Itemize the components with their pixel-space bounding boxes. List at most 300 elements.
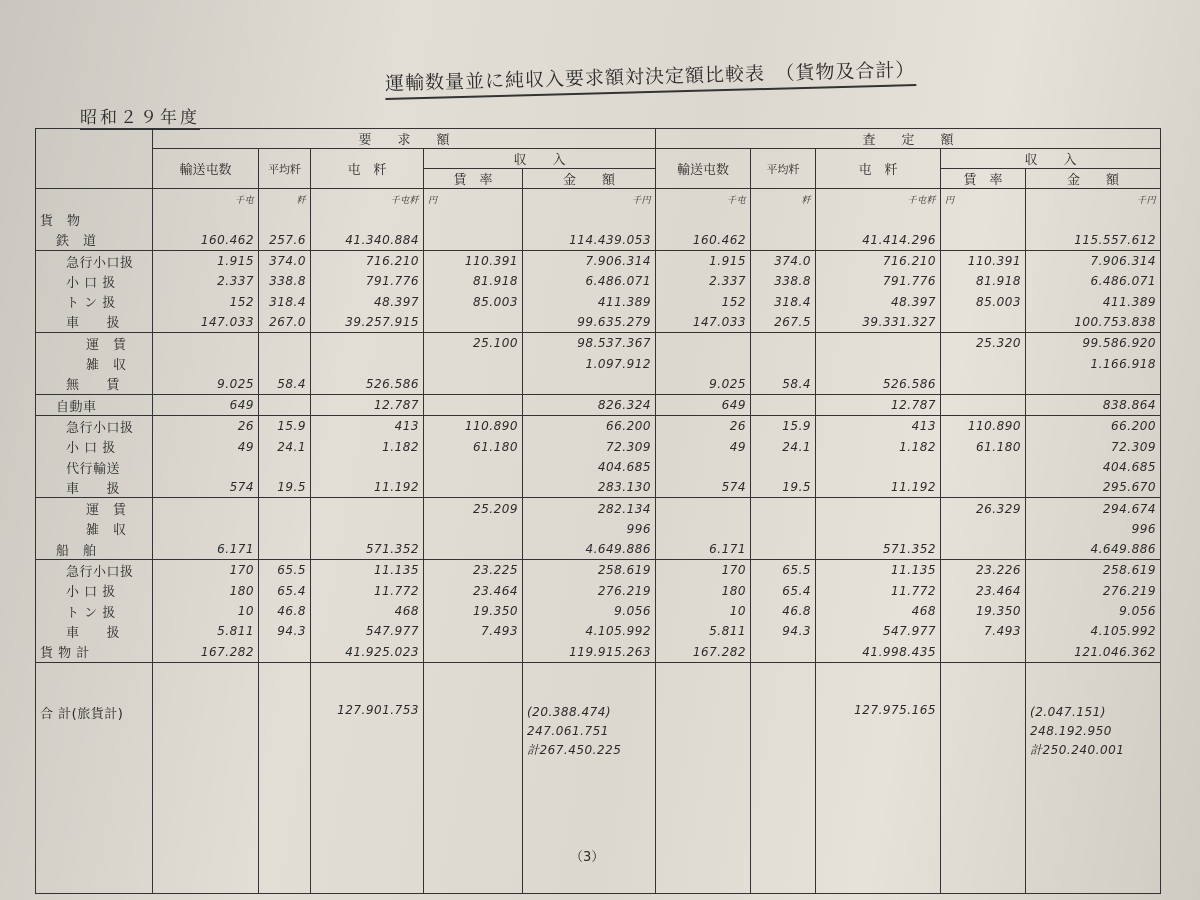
assessed-header: 査 定 額 [656,129,1161,149]
ass-tons-cell: 26 [656,416,751,437]
unit-amount: 千円 [523,189,656,210]
row-label: 小 口 扱 [36,437,153,457]
req-avg-km-cell [259,457,311,477]
comparison-table [35,128,1161,894]
req-tons-cell: 152 [153,291,259,311]
unit-km: 粁 [259,189,311,210]
table-row [36,519,1161,539]
req-tons-cell: 574 [153,477,259,498]
avg-km-header: 平均粁 [259,149,311,189]
req-rate-cell: 7.493 [424,621,523,641]
ass-rate-cell: 110.391 [941,250,1026,271]
table-row [36,601,1161,621]
req-ton-km-cell: 547.977 [311,621,424,641]
ass-rate-cell: 25.320 [941,333,1026,354]
unit-cell [36,189,153,210]
ass-avg-km-cell [751,209,816,229]
req-avg-km-cell: 24.1 [259,437,311,457]
cell [751,662,816,893]
row-label: 車 扱 [36,621,153,641]
ass-avg-km-cell [751,642,816,663]
req-amount-cell: 7.906.314 [523,250,656,271]
row-label: 雑 収 [36,519,153,539]
ass-ton-km-cell [816,519,941,539]
req-tons-cell [153,498,259,519]
table-row [36,291,1161,311]
fiscal-year: 昭和２９年度 [80,103,200,130]
req-tons-cell: 49 [153,437,259,457]
row-label: 鉄 道 [36,230,153,251]
ass-amount-cell [1026,209,1161,229]
req-amount-cell: 1.097.912 [523,353,656,373]
ass-amount-cell: 72.309 [1026,437,1161,457]
ass-avg-km-cell [751,457,816,477]
ass-rate-cell: 26.329 [941,498,1026,519]
req-rate-cell [424,230,523,251]
ass-avg-km-cell [751,519,816,539]
req-amount-freight: 247.061.751 [527,723,609,738]
req-tons-cell [153,519,259,539]
ass-tons-cell: 167.282 [656,642,751,663]
table-row [36,394,1161,415]
unit-km: 粁 [751,189,816,210]
req-ton-km-cell [311,333,424,354]
table-row [36,333,1161,354]
req-amount-cell: 4.105.992 [523,621,656,641]
ass-avg-km-cell [751,230,816,251]
ass-rate-cell: 110.890 [941,416,1026,437]
req-amount-cell: 282.134 [523,498,656,519]
row-label: 代行輸送 [36,457,153,477]
ass-ton-km-cell [816,457,941,477]
row-label: 運 賃 [36,333,153,354]
req-rate-cell [424,394,523,415]
table-row [36,560,1161,581]
unit-tons: 千屯 [153,189,259,210]
ass-amount-sum: 計250.240.001 [1030,742,1125,757]
ass-ton-km-cell: 1.182 [816,437,941,457]
req-avg-km-cell [259,539,311,560]
amount-header: 金 額 [523,169,656,189]
unit-amount: 千円 [1026,189,1161,210]
ass-tons-cell: 574 [656,477,751,498]
req-tons-cell: 180 [153,581,259,601]
req-tons-cell: 160.462 [153,230,259,251]
ass-amount-cell: 121.046.362 [1026,642,1161,663]
ass-amount-cell: 838.864 [1026,394,1161,415]
req-tons-cell: 649 [153,394,259,415]
req-amount-cell: 114.439.053 [523,230,656,251]
request-header: 要 求 額 [153,129,656,149]
cell [941,662,1026,893]
req-amount-cell: 66.200 [523,416,656,437]
req-amount-sum: 計267.450.225 [527,742,622,757]
req-amount-cell: 6.486.071 [523,271,656,291]
table-row [36,642,1161,663]
ass-amount-cell: 4.105.992 [1026,621,1161,641]
req-tons-cell [153,209,259,229]
document-title: 運輸数量並に純収入要求額対決定額比較表 （貨物及合計） [385,55,916,100]
row-label: 自動車 [36,394,153,415]
income-header: 収 入 [424,149,656,169]
req-tons-cell: 26 [153,416,259,437]
row-label: 無 賃 [36,374,153,395]
ass-tons-cell: 5.811 [656,621,751,641]
cell [259,662,311,893]
req-ton-km-cell: 11.192 [311,477,424,498]
unit-rate: 円 [424,189,523,210]
ass-rate-cell [941,539,1026,560]
ass-amount-cell: 295.670 [1026,477,1161,498]
row-label: 車 扱 [36,312,153,333]
ass-amount-cell: 66.200 [1026,416,1161,437]
cell [424,662,523,893]
ass-tons-cell: 6.171 [656,539,751,560]
ass-avg-km-cell [751,539,816,560]
req-amount-cell [523,209,656,229]
req-tons-cell: 9.025 [153,374,259,395]
table-row [36,498,1161,519]
req-avg-km-cell [259,519,311,539]
req-ton-km-cell [311,498,424,519]
ass-avg-km-cell [751,498,816,519]
req-avg-km-cell: 374.0 [259,250,311,271]
ass-avg-km-cell: 318.4 [751,291,816,311]
req-amount-cell: 826.324 [523,394,656,415]
req-amount-cell: 258.619 [523,560,656,581]
ass-amount-cell: 9.056 [1026,601,1161,621]
ass-avg-km-cell [751,333,816,354]
req-tons-cell: 1.915 [153,250,259,271]
ass-avg-km-cell [751,353,816,373]
table-row [36,230,1161,251]
table-row [36,437,1161,457]
req-avg-km-cell: 257.6 [259,230,311,251]
table-row [36,581,1161,601]
ass-avg-km-cell: 65.5 [751,560,816,581]
table-row [36,416,1161,437]
req-ton-km-cell: 41.340.884 [311,230,424,251]
ass-ton-km-cell: 11.135 [816,560,941,581]
row-label: 急行小口扱 [36,416,153,437]
req-avg-km-cell: 65.5 [259,560,311,581]
req-avg-km-cell [259,498,311,519]
row-label: ト ン 扱 [36,601,153,621]
req-ton-km-total: 127.901.753 [311,662,424,893]
ass-ton-km-cell: 11.772 [816,581,941,601]
ass-ton-km-total: 127.975.165 [816,662,941,893]
req-ton-km-cell [311,209,424,229]
row-label: 急行小口扱 [36,560,153,581]
ass-ton-km-cell: 39.331.327 [816,312,941,333]
ass-ton-km-cell [816,333,941,354]
grand-total-label: 合 計(旅貨計) [36,662,153,893]
req-avg-km-cell [259,353,311,373]
ass-amount-freight: 248.192.950 [1030,723,1112,738]
ass-tons-cell [656,457,751,477]
req-ton-km-cell: 11.772 [311,581,424,601]
row-label: 車 扱 [36,477,153,498]
unit-ton-km: 千屯粁 [816,189,941,210]
req-rate-cell [424,209,523,229]
ass-rate-cell [941,457,1026,477]
row-label: 小 口 扱 [36,271,153,291]
ass-avg-km-cell: 65.4 [751,581,816,601]
table-row [36,312,1161,333]
req-amount-cell: 9.056 [523,601,656,621]
req-rate-cell: 19.350 [424,601,523,621]
req-rate-cell [424,519,523,539]
ass-tons-cell: 10 [656,601,751,621]
ass-tons-cell: 170 [656,560,751,581]
req-tons-cell: 6.171 [153,539,259,560]
ass-rate-cell [941,230,1026,251]
ass-amount-cell: 7.906.314 [1026,250,1161,271]
table-row [36,457,1161,477]
req-ton-km-cell: 468 [311,601,424,621]
row-label: 貨 物 [36,209,153,229]
req-amount-cell: 98.537.367 [523,333,656,354]
ass-avg-km-cell: 338.8 [751,271,816,291]
row-label-header [36,129,153,189]
req-amount-cell: 72.309 [523,437,656,457]
ass-tons-cell: 180 [656,581,751,601]
req-avg-km-cell [259,394,311,415]
ass-rate-cell: 19.350 [941,601,1026,621]
req-ton-km-cell: 413 [311,416,424,437]
table-row [36,374,1161,395]
row-label: 運 賃 [36,498,153,519]
req-amount-cell: 283.130 [523,477,656,498]
req-tons-cell: 2.337 [153,271,259,291]
req-amount-passenger: (20.388.474) [527,704,612,719]
row-label: 船 舶 [36,539,153,560]
req-rate-cell: 25.100 [424,333,523,354]
unit-rate: 円 [941,189,1026,210]
ass-ton-km-cell: 716.210 [816,250,941,271]
ass-ton-km-cell: 526.586 [816,374,941,395]
req-rate-cell: 61.180 [424,437,523,457]
ass-rate-cell [941,374,1026,395]
amount-header: 金 額 [1026,169,1161,189]
req-avg-km-cell [259,209,311,229]
ass-rate-cell: 23.226 [941,560,1026,581]
req-avg-km-cell: 19.5 [259,477,311,498]
req-ton-km-cell [311,457,424,477]
table-row [36,477,1161,498]
row-label: ト ン 扱 [36,291,153,311]
req-amount-cell: 996 [523,519,656,539]
ass-ton-km-cell: 11.192 [816,477,941,498]
cell [153,662,259,893]
ass-amount-total [1026,662,1161,893]
ass-ton-km-cell: 547.977 [816,621,941,641]
ass-rate-cell: 85.003 [941,291,1026,311]
ass-avg-km-cell [751,394,816,415]
ass-rate-cell [941,353,1026,373]
req-ton-km-cell [311,519,424,539]
ass-rate-cell: 23.464 [941,581,1026,601]
req-rate-cell [424,374,523,395]
ass-tons-cell [656,498,751,519]
ass-avg-km-cell: 267.5 [751,312,816,333]
req-rate-cell: 25.209 [424,498,523,519]
ass-rate-cell [941,209,1026,229]
rate-header: 賃 率 [941,169,1026,189]
req-ton-km-cell: 12.787 [311,394,424,415]
table-row [36,271,1161,291]
req-avg-km-cell: 58.4 [259,374,311,395]
req-rate-cell [424,353,523,373]
req-tons-cell [153,457,259,477]
req-rate-cell [424,539,523,560]
ass-rate-cell [941,519,1026,539]
req-ton-km-cell: 526.586 [311,374,424,395]
ton-km-header: 屯 粁 [816,149,941,189]
ass-ton-km-cell: 413 [816,416,941,437]
table-row [36,250,1161,271]
req-rate-cell: 23.464 [424,581,523,601]
ass-rate-cell: 61.180 [941,437,1026,457]
ass-tons-cell: 152 [656,291,751,311]
avg-km-header: 平均粁 [751,149,816,189]
ass-amount-cell: 411.389 [1026,291,1161,311]
req-rate-cell [424,457,523,477]
ass-tons-cell: 9.025 [656,374,751,395]
req-ton-km-cell: 48.397 [311,291,424,311]
ass-tons-cell: 49 [656,437,751,457]
table-row [36,539,1161,560]
req-avg-km-cell: 46.8 [259,601,311,621]
req-ton-km-cell: 11.135 [311,560,424,581]
req-tons-cell [153,333,259,354]
req-rate-cell: 110.391 [424,250,523,271]
req-rate-cell [424,477,523,498]
ass-ton-km-cell [816,353,941,373]
ass-tons-cell [656,333,751,354]
req-tons-cell: 167.282 [153,642,259,663]
tons-header: 輸送屯数 [656,149,751,189]
req-avg-km-cell: 318.4 [259,291,311,311]
page-number: （3） [570,850,605,865]
ass-tons-cell [656,519,751,539]
ton-km-header: 屯 粁 [311,149,424,189]
row-label: 急行小口扱 [36,250,153,271]
ass-ton-km-cell: 468 [816,601,941,621]
rate-header: 賃 率 [424,169,523,189]
ass-tons-cell [656,353,751,373]
req-amount-cell: 404.685 [523,457,656,477]
req-amount-cell: 276.219 [523,581,656,601]
ass-amount-cell: 99.586.920 [1026,333,1161,354]
req-ton-km-cell: 571.352 [311,539,424,560]
ass-rate-cell [941,477,1026,498]
req-tons-cell: 170 [153,560,259,581]
ass-rate-cell [941,394,1026,415]
ass-ton-km-cell [816,209,941,229]
row-label: 小 口 扱 [36,581,153,601]
req-ton-km-cell: 39.257.915 [311,312,424,333]
ass-amount-cell: 100.753.838 [1026,312,1161,333]
req-avg-km-cell: 94.3 [259,621,311,641]
req-tons-cell [153,353,259,373]
ass-avg-km-cell: 15.9 [751,416,816,437]
ass-avg-km-cell: 58.4 [751,374,816,395]
ass-amount-cell: 4.649.886 [1026,539,1161,560]
table-row [36,353,1161,373]
ass-amount-cell: 996 [1026,519,1161,539]
ass-ton-km-cell: 12.787 [816,394,941,415]
row-label: 雑 収 [36,353,153,373]
ass-amount-cell: 115.557.612 [1026,230,1161,251]
req-rate-cell [424,642,523,663]
ass-amount-cell: 276.219 [1026,581,1161,601]
unit-tons: 千屯 [656,189,751,210]
tons-header: 輸送屯数 [153,149,259,189]
unit-ton-km: 千屯粁 [311,189,424,210]
req-tons-cell: 10 [153,601,259,621]
req-amount-cell: 4.649.886 [523,539,656,560]
req-ton-km-cell: 791.776 [311,271,424,291]
req-amount-cell [523,374,656,395]
req-amount-cell: 119.915.263 [523,642,656,663]
ass-ton-km-cell: 791.776 [816,271,941,291]
ass-tons-cell: 1.915 [656,250,751,271]
ass-avg-km-cell: 94.3 [751,621,816,641]
req-avg-km-cell [259,642,311,663]
ass-ton-km-cell: 41.998.435 [816,642,941,663]
ass-rate-cell [941,642,1026,663]
req-rate-cell: 110.890 [424,416,523,437]
req-ton-km-cell [311,353,424,373]
ass-tons-cell: 160.462 [656,230,751,251]
req-avg-km-cell: 267.0 [259,312,311,333]
req-avg-km-cell: 15.9 [259,416,311,437]
ass-avg-km-cell: 24.1 [751,437,816,457]
req-amount-cell: 411.389 [523,291,656,311]
table-row [36,621,1161,641]
req-rate-cell: 23.225 [424,560,523,581]
req-tons-cell: 5.811 [153,621,259,641]
req-tons-cell: 147.033 [153,312,259,333]
ass-amount-cell [1026,374,1161,395]
ass-tons-cell [656,209,751,229]
table-row [36,209,1161,229]
ass-rate-cell: 81.918 [941,271,1026,291]
req-avg-km-cell [259,333,311,354]
ass-ton-km-cell: 571.352 [816,539,941,560]
ass-amount-cell: 294.674 [1026,498,1161,519]
ass-amount-cell: 1.166.918 [1026,353,1161,373]
req-rate-cell [424,312,523,333]
req-ton-km-cell: 716.210 [311,250,424,271]
ass-tons-cell: 649 [656,394,751,415]
ass-ton-km-cell [816,498,941,519]
ass-rate-cell: 7.493 [941,621,1026,641]
table-body [36,209,1161,662]
ass-amount-passenger: (2.047.151) [1030,704,1106,719]
ass-rate-cell [941,312,1026,333]
ass-amount-cell: 6.486.071 [1026,271,1161,291]
ass-avg-km-cell: 46.8 [751,601,816,621]
req-avg-km-cell: 338.8 [259,271,311,291]
ass-tons-cell: 147.033 [656,312,751,333]
ass-amount-cell: 404.685 [1026,457,1161,477]
req-ton-km-cell: 41.925.023 [311,642,424,663]
income-header: 収 入 [941,149,1161,169]
ass-avg-km-cell: 374.0 [751,250,816,271]
ass-ton-km-cell: 41.414.296 [816,230,941,251]
